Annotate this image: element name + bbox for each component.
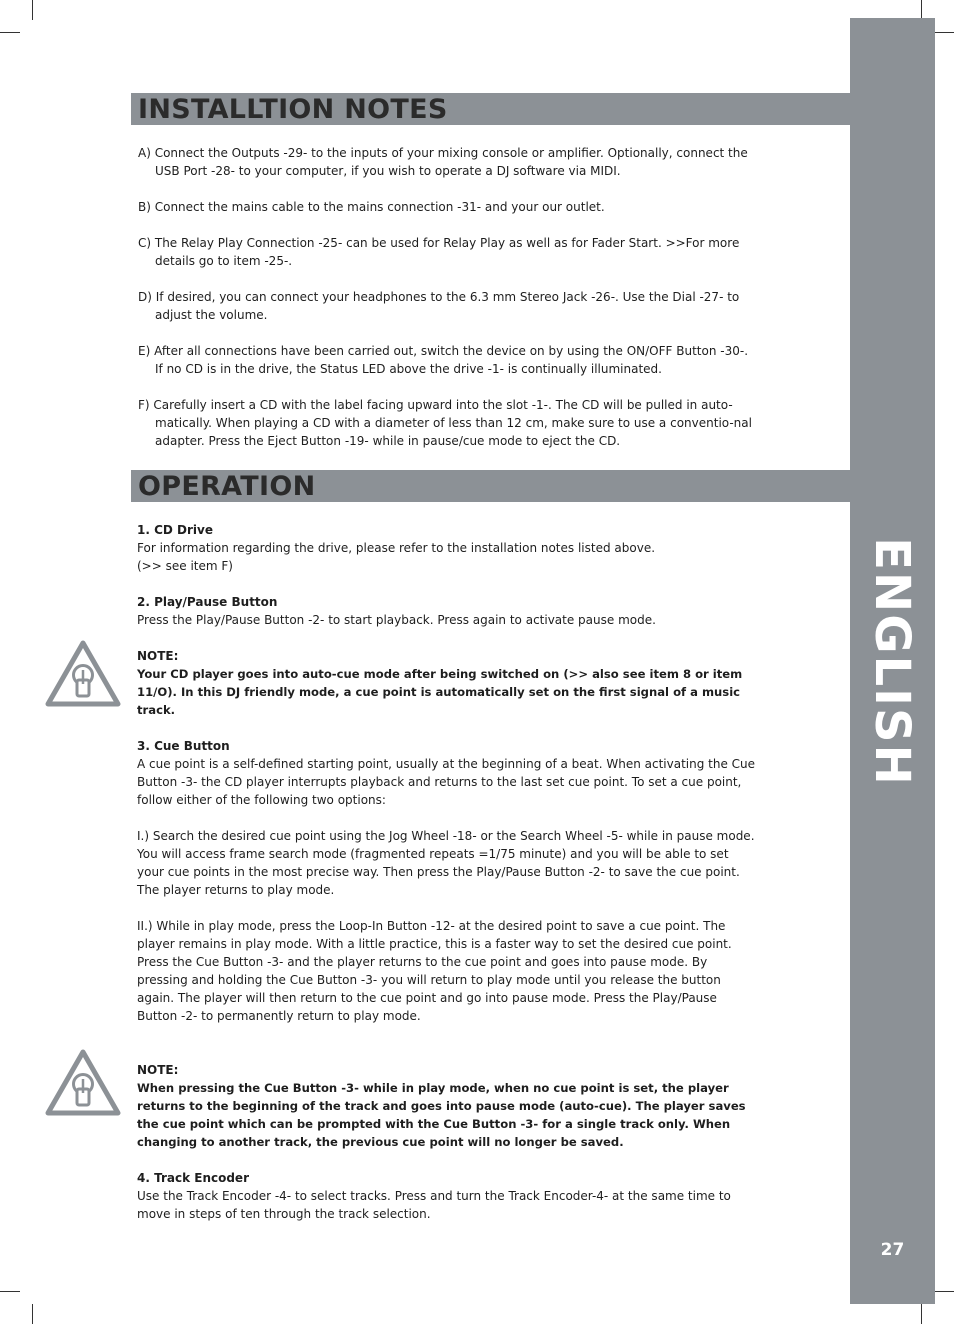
crop-mark [921, 0, 922, 20]
installation-header-band [131, 93, 850, 125]
warning-triangle-icon [45, 1049, 121, 1117]
paragraph: I.) Search the desired cue point using the Jog Wheel -18- or the Search Wheel -5- while in pause mode. You will access frame search mode (fragmented repeats =1/75 minute) and you will be able to set your cue points in the most precise way. Then press the Play/Pause Button -2- to save the cue point. The player returns to play mode. [137, 829, 755, 897]
crop-mark [0, 1291, 20, 1292]
crop-mark [934, 1291, 954, 1292]
section-heading: 2. Play/Pause Button [137, 595, 278, 609]
crop-mark [32, 0, 33, 20]
note-label: NOTE: [137, 649, 179, 663]
section-heading: 1. CD Drive [137, 523, 213, 537]
installation-title: INSTALLTION NOTES [138, 94, 448, 125]
installation-step: A) Connect the Outputs -29- to the inputs of your mixing console or amplifier. Optionally, connect the USB Port -28- to your computer, if you wish to operate a DJ software via MIDI. [138, 146, 748, 178]
installation-step: D) If desired, you can connect your headphones to the 6.3 mm Stereo Jack -26-. Use the Dial -27- to adjust the volume. [138, 290, 740, 322]
note-text: Your CD player goes into auto-cue mode after being switched on (>> also see item 8 or item 11/O). In this DJ friendly mode, a cue point is automatically set on the first signal of a music track. [137, 667, 743, 717]
warning-triangle-icon [45, 640, 121, 708]
language-label: ENGLISH [864, 537, 920, 787]
page-number: 27 [880, 1240, 905, 1260]
operation-header-band [131, 470, 850, 502]
installation-steps [138, 144, 758, 468]
installation-step: E) After all connections have been carried out, switch the device on by using the ON/OFF Button -30-. If no CD is in the drive, the Status LED above the drive -1- is continually illuminated. [138, 344, 749, 376]
paragraph: For information regarding the drive, please refer to the installation notes listed above. [137, 541, 656, 555]
paragraph: II.) While in play mode, press the Loop-In Button -12- at the desired point to save a cue point. The player remains in play mode. With a little practice, this is a faster way to set the desired cue point. Press the Cue Button -3- and the player returns to the cue point and goes into pause mode. By pressing and holding the Cue Button -3- you will return to play mode until you release the button again. The player will then return to the cue point and go into pause mode. Press the Play/Pause Button -2- to permanently return to play mode. [137, 919, 732, 1023]
crop-mark [921, 1304, 922, 1324]
operation-title: OPERATION [138, 471, 316, 502]
installation-step: F) Carefully insert a CD with the label facing upward into the slot -1-. The CD will be pulled in auto-matically. When playing a CD with a diameter of less than 12 cm, make sure to use a conventio-nal adapter. Press the Eject Button -19- while in pause/cue mode to eject the CD. [138, 398, 752, 448]
section-heading: 4. Track Encoder [137, 1171, 249, 1185]
installation-step: C) The Relay Play Connection -25- can be used for Relay Play as well as for Fader Start. >>For more details go to item -25-. [138, 236, 740, 268]
paragraph: (>> see item F) [137, 559, 233, 573]
note-text: When pressing the Cue Button -3- while in play mode, when no cue point is set, the player returns to the beginning of the track and goes into pause mode (auto-cue). The player saves the cue point which can be prompted with the Cue Button -3- for a single track only. When changing to another track, the previous cue point will no longer be saved. [137, 1081, 746, 1149]
note-label: NOTE: [137, 1063, 179, 1077]
crop-mark [0, 32, 20, 33]
paragraph: Use the Track Encoder -4- to select tracks. Press and turn the Track Encoder-4- at the same time to move in steps of ten through the track selection. [137, 1189, 731, 1221]
installation-step: B) Connect the mains cable to the mains connection -31- and your our outlet. [138, 200, 605, 214]
paragraph: A cue point is a self-defined starting point, usually at the beginning of a beat. When activating the Cue Button -3- the CD player interrupts playback and returns to the last set cue point. To set a cue point, follow either of the following two options: [137, 757, 756, 807]
crop-mark [934, 32, 954, 33]
paragraph: Press the Play/Pause Button -2- to start playback. Press again to activate pause mode. [137, 613, 656, 627]
operation-body [137, 521, 757, 1223]
section-heading: 3. Cue Button [137, 739, 230, 753]
crop-mark [32, 1304, 33, 1324]
